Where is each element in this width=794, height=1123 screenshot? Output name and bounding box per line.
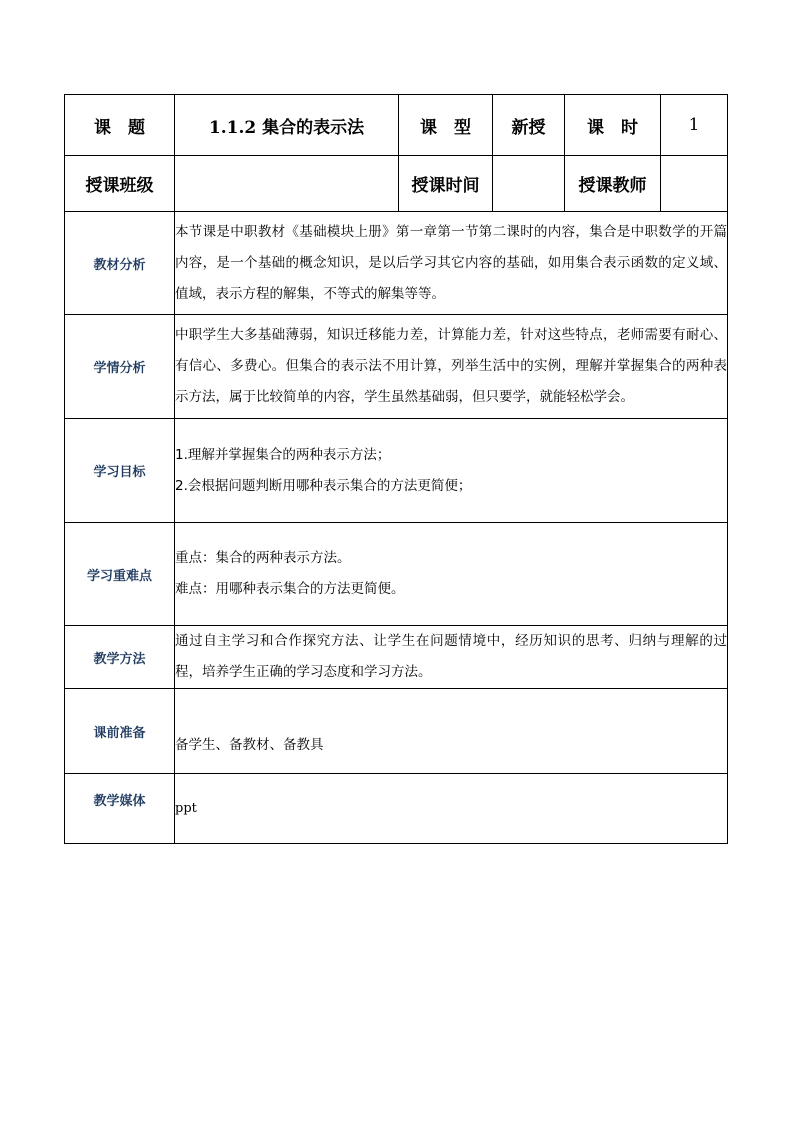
- material-row: [65, 212, 728, 315]
- goals-list: [175, 419, 728, 523]
- hours-label: 课 时: [565, 95, 661, 156]
- keypoint-item: 重点：集合的两种表示方法。: [175, 550, 351, 566]
- header-row: [65, 95, 728, 156]
- goals-label: 学习目标: [65, 419, 175, 523]
- prep-label: 课前准备: [65, 689, 175, 774]
- class-value: [175, 156, 399, 212]
- method-row: [65, 626, 728, 689]
- topic-value: 1.1.2 集合的表示法: [175, 95, 399, 156]
- type-label: 课 型: [399, 95, 493, 156]
- media-text: ppt: [175, 774, 728, 844]
- type-value: 新授: [493, 95, 565, 156]
- prep-text: 备学生、备教材、备教具: [175, 689, 728, 774]
- keypoints-list: [175, 523, 728, 626]
- media-row: [65, 774, 728, 844]
- class-label: 授课班级: [65, 156, 175, 212]
- method-text: 通过自主学习和合作探究方法、让学生在问题情境中，经历知识的思考、归纳与理解的过程，培养学生正确的学习态度和学习方法。: [175, 626, 728, 689]
- method-label: 教学方法: [65, 626, 175, 689]
- lesson-plan-table: [64, 94, 728, 844]
- time-value: [493, 156, 565, 212]
- teacher-label: 授课教师: [565, 156, 661, 212]
- students-text: 中职学生大多基础薄弱，知识迁移能力差，计算能力差，针对这些特点，老师需要有耐心、有信心、多费心。但集合的表示法不用计算，列举生活中的实例，理解并掌握集合的两种表示方法，属于比较简单的内容，学生虽然基础弱，但只要学，就能轻松学会。: [175, 315, 728, 419]
- time-label: 授课时间: [399, 156, 493, 212]
- goal-item: 1.理解并掌握集合的两种表示方法；: [175, 446, 391, 463]
- hours-value: 1: [661, 95, 728, 156]
- prep-row: [65, 689, 728, 774]
- class-info-row: [65, 156, 728, 212]
- material-text: 本节课是中职教材《基础模块上册》第一章第一节第二课时的内容，集合是中职数学的开篇内容，是一个基础的概念知识，是以后学习其它内容的基础，如用集合表示函数的定义域、值域，表示方程的解集，不等式的解集等等。: [175, 212, 728, 315]
- goals-row: [65, 419, 728, 523]
- goal-item: 2.会根据问题判断用哪种表示集合的方法更简便；: [175, 477, 472, 494]
- topic-label: 课 题: [65, 95, 175, 156]
- keypoints-label: 学习重难点: [65, 523, 175, 626]
- students-row: [65, 315, 728, 419]
- teacher-value: [661, 156, 728, 212]
- keypoint-item: 难点：用哪种表示集合的方法更简便。: [175, 581, 405, 597]
- keypoints-row: [65, 523, 728, 626]
- students-label: 学情分析: [65, 315, 175, 419]
- media-label: 教学媒体: [65, 774, 175, 844]
- material-label: 教材分析: [65, 212, 175, 315]
